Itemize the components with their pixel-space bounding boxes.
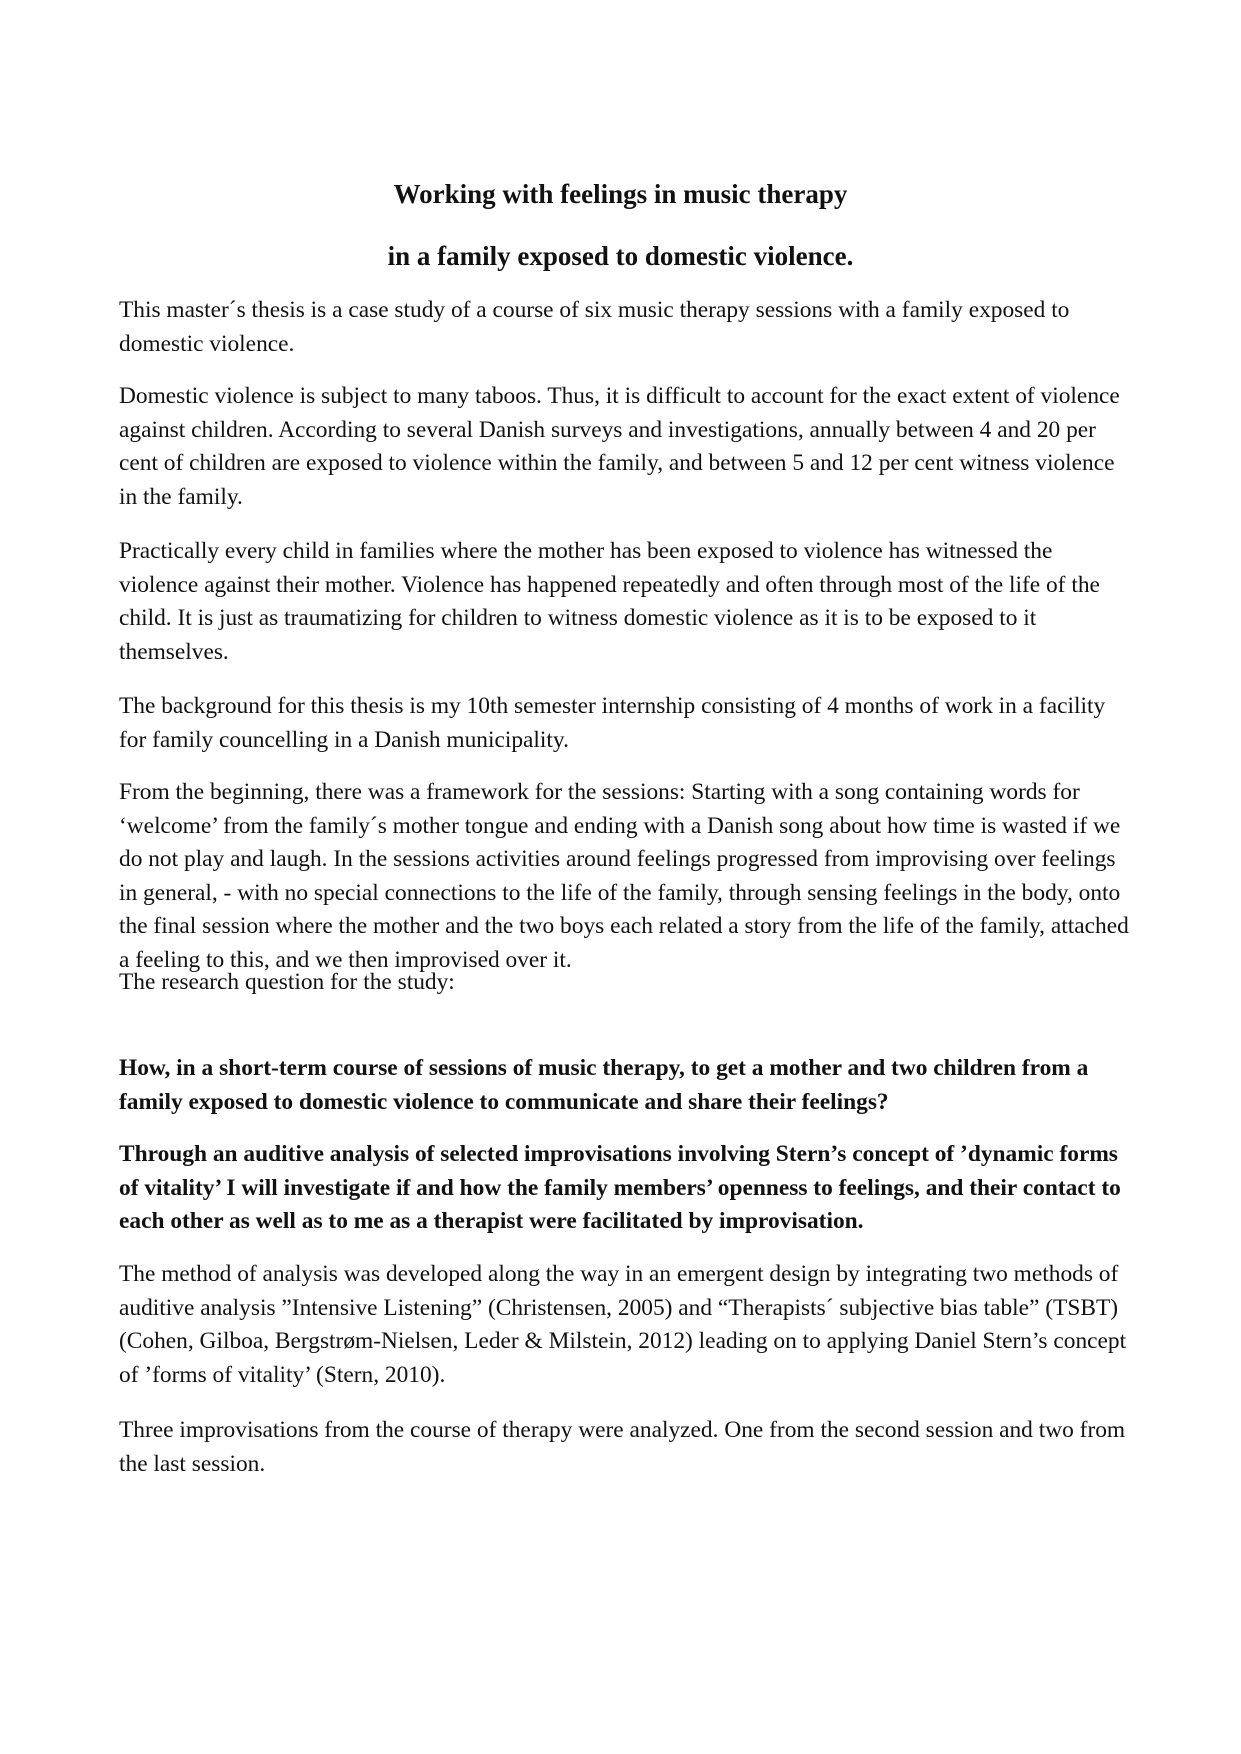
paragraph-witness: Practically every child in families where the mother has been exposed to violence has witnessed the violence against their mother. Violence has happened repeatedly and often through most of the life of the child. It is just as traumatizing for children to witness domestic violence as it is to be exposed to it themselves. [119,538,1100,665]
paragraph-background: The background for this thesis is my 10th semester internship consisting of 4 months of work in a facility for family councelling in a Danish municipality. [119,693,1106,753]
title-line-1: Working with feelings in music therapy [393,179,848,209]
paragraph-intro: This master´s thesis is a case study of a course of six music therapy sessions with a family exposed to domestic violence. [119,297,1070,357]
title-line-2: in a family exposed to domestic violence. [387,241,854,271]
research-question: How, in a short-term course of sessions of music therapy, to get a mother and two children from a family exposed to domestic violence to communicate and share their feelings? [119,1055,1089,1115]
paragraph-research-question-intro: The research question for the study: [119,969,455,995]
paragraph-taboos: Domestic violence is subject to many taboos. Thus, it is difficult to account for the exact extent of violence against children. According to several Danish surveys and investigations, annually between 4 and 20 per cent of children are exposed to violence within the family, and between 5 and 12 per cent witness violence in the family. [119,383,1120,510]
paragraph-method: The method of analysis was developed along the way in an emergent design by integrating two methods of auditive analysis ”Intensive Listening” (Christensen, 2005) and “Therapists´ subjective bias table” (TSBT) (Cohen, Gilboa, Bergstrøm-Nielsen, Leder & Milstein, 2012) leading on to applying Daniel Stern’s concept of ’forms of vitality’ (Stern, 2010). [119,1261,1127,1388]
paragraph-framework: From the beginning, there was a framework for the sessions: Starting with a song containing words for ‘welcome’ from the family´s mother tongue and ending with a Danish song about how time is wasted if we do not play and laugh. In the sessions activities around feelings progressed from improvising over feelings in general, - with no special connections to the life of the family, through sensing feelings in the body, onto the final session where the mother and the two boys each related a story from the life of the family, attached a feeling to this, and we then improvised over it. [119,779,1129,973]
research-aim: Through an auditive analysis of selected improvisations involving Stern’s concept of ’dynamic forms of vitality’ I will investigate if and how the family members’ openness to feelings, and their contact to each other as well as to me as a therapist were facilitated by improvisation. [119,1141,1121,1234]
paragraph-improvisations: Three improvisations from the course of therapy were analyzed. One from the second session and two from the last session. [119,1417,1126,1477]
